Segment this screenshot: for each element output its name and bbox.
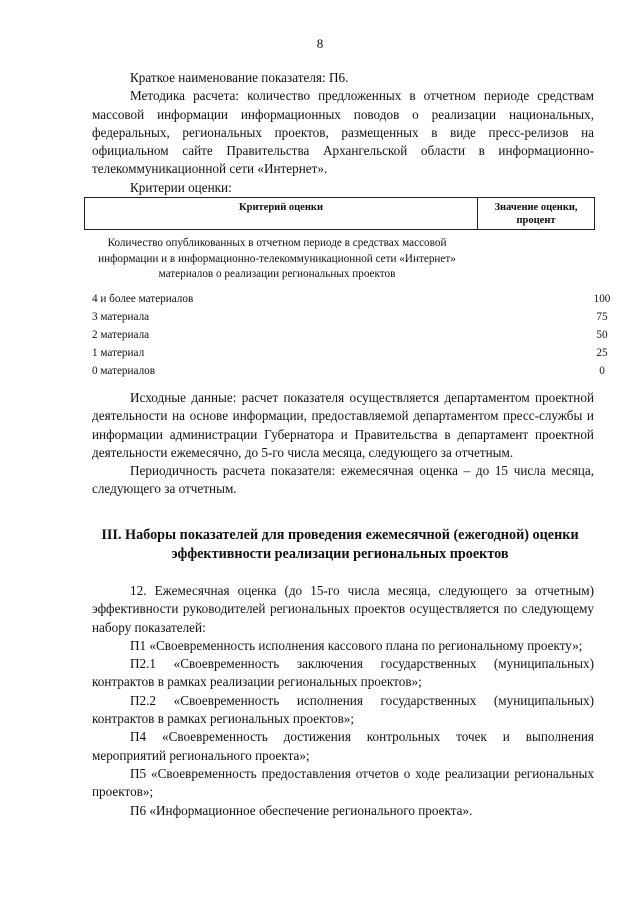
middle-text-block	[92, 389, 594, 499]
indicator-item: П1 «Своевременность исполнения кассового плана по региональному проекту»;	[130, 637, 583, 653]
criteria-row-value: 50	[596, 329, 608, 341]
bottom-text-block	[92, 582, 594, 820]
criteria-row-value: 0	[599, 365, 605, 377]
indicator-item: П2.2 «Своевременность исполнения государственных (муниципальных) контрактов в рамках региональных проектов»;	[92, 692, 594, 727]
criteria-row-label: 4 и более материалов	[92, 293, 194, 305]
item-12-paragraph: 12. Ежемесячная оценка (до 15-го числа месяца, следующего за отчетным) эффективности руководителей региональных проектов осуществляется по следующему набору показателей:	[92, 583, 594, 635]
indicator-item: П6 «Информационное обеспечение регионального проекта».	[130, 802, 473, 818]
criteria-row-value: 25	[596, 347, 608, 359]
header-value: Значение оценки, процент	[477, 198, 594, 229]
indicator-item: П2.1 «Своевременность заключения государственных (муниципальных) контрактов в рамках реализации региональных проектов»;	[92, 656, 594, 690]
criteria-row-label: 2 материала	[92, 329, 150, 341]
criteria-row-label: 1 материал	[92, 347, 145, 359]
top-text-block	[92, 69, 594, 197]
periodicity-paragraph: Периодичность расчета показателя: ежемесячная оценка – до 15 числа месяца, следующего за отчетным.	[92, 463, 594, 497]
page-number: 8	[316, 36, 324, 51]
criteria-table-header	[84, 197, 595, 230]
criteria-row-label: 0 материалов	[92, 365, 156, 377]
criteria-row-value: 100	[593, 293, 611, 305]
criteria-row-label: 3 материала	[92, 311, 150, 323]
indicator-item: П4 «Своевременность достижения контрольных точек и выполнения мероприятий регионального проекта»;	[92, 729, 594, 763]
criteria-row-value: 75	[596, 311, 608, 323]
header-criterion: Критерий оценки	[239, 202, 323, 213]
criteria-label: Критерии оценки:	[130, 179, 232, 195]
source-paragraph: Исходные данные: расчет показателя осуществляется департаментом проектной деятельности на основе информации, предоставляемой департаментом пресс-службы и информации администрации Губернатора и Правительства в департамент проектной деятельности ежемесячно, до 5-го числа месяца, следующего за отчетным.	[92, 390, 594, 460]
criteria-description: Количество опубликованных в отчетном периоде в средствах массовой информации и в информационно-телекоммуникационной сети «Интернет» материалов о реализации региональных проектов	[98, 237, 456, 280]
indicator-item: П5 «Своевременность предоставления отчетов о ходе реализации региональных проектов»;	[92, 765, 594, 800]
method-paragraph: Методика расчета: количество предложенных в отчетном периоде средствам массовой информации информационных поводов о реализации национальных, федеральных, региональных проектов, размещенных в виде пресс-релизов на официальном сайте Правительства Архангельской области в информационно-телекоммуникационной сети «Интернет».	[92, 88, 594, 177]
section-heading: III. Наборы показателей для проведения ежемесячной (ежегодной) оценки эффективности реализации региональных проектов	[101, 527, 579, 562]
short-name-line: Краткое наименование показателя: П6.	[130, 70, 349, 85]
